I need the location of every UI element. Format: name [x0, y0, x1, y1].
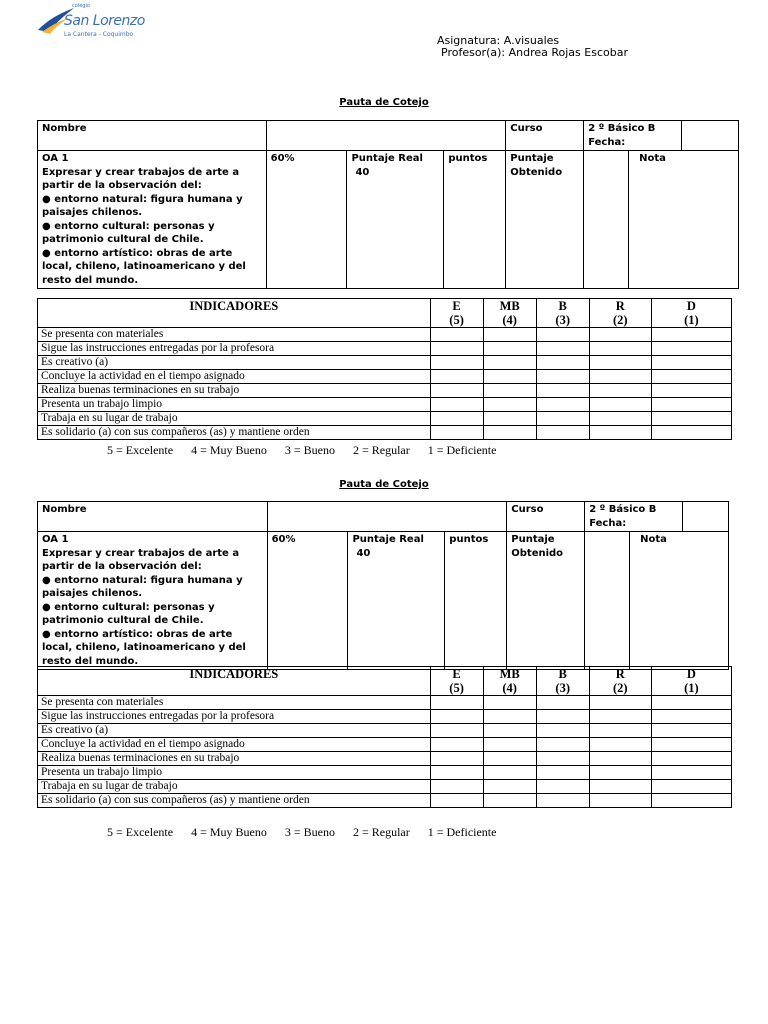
obtained-score-label: Puntaje Obtenido — [506, 151, 584, 289]
table-row: Es solidario (a) con sus compañeros (as) y mantiene orden — [38, 426, 732, 440]
indicators-table — [37, 666, 732, 808]
indicators-header: INDICADORES — [38, 299, 431, 328]
rubric-title: Pauta de Cotejo — [339, 479, 429, 490]
col-mb: MB (4) — [483, 299, 536, 328]
teacher-label: Profesor(a): Andrea Rojas Escobar — [441, 46, 628, 59]
percent-cell: 60% — [266, 151, 347, 289]
logo-subtitle: La Cantera - Coquimbo — [64, 31, 134, 38]
logo-small-text: colegio — [72, 3, 90, 9]
table-row: Concluye la actividad en el tiempo asignado — [38, 738, 732, 752]
points-cell: puntos — [445, 532, 507, 670]
course-label: Curso — [506, 121, 584, 151]
table-row: Se presenta con materiales — [38, 328, 732, 342]
indicators-table — [37, 298, 732, 440]
col-b: B (3) — [536, 299, 589, 328]
obtained-score-field[interactable] — [584, 151, 629, 289]
table-row: Realiza buenas terminaciones en su trabajo — [38, 752, 732, 766]
grade-cell: Nota — [630, 532, 729, 670]
col-b: B (3) — [536, 667, 589, 696]
table-row: Trabaja en su lugar de trabajo — [38, 412, 732, 426]
table-row: Es creativo (a) — [38, 356, 732, 370]
grading-scale: 5 = Excelente 4 = Muy Bueno 3 = Bueno 2 = Regular 1 = Deficiente — [107, 825, 497, 839]
col-e: E (5) — [430, 667, 483, 696]
col-d: D (1) — [651, 667, 731, 696]
obtained-score-label: Puntaje Obtenido — [507, 532, 585, 670]
points-cell: puntos — [444, 151, 506, 289]
grade-cell: Nota — [629, 151, 739, 289]
school-logo — [36, 4, 146, 40]
objective-cell: OA 1 Expresar y crear trabajos de arte a partir de la observación del: ● entorno natural: figura humana y paisajes chilenos. ● entorno cultural: personas y patrimonio cultural de Chile. ● entorno artístico: obras de arte local, chileno, latinoamericano y del resto del mundo. — [38, 151, 267, 289]
table-row: Presenta un trabajo limpio — [38, 766, 732, 780]
table-row: Es creativo (a) — [38, 724, 732, 738]
name-label: Nombre — [38, 121, 267, 151]
info-table — [37, 120, 739, 289]
table-row: Concluye la actividad en el tiempo asignado — [38, 370, 732, 384]
indicators-header: INDICADORES — [38, 667, 431, 696]
col-e: E (5) — [430, 299, 483, 328]
table-row: Sigue las instrucciones entregadas por la profesora — [38, 710, 732, 724]
rubric-title: Pauta de Cotejo — [339, 97, 429, 108]
table-row: Presenta un trabajo limpio — [38, 398, 732, 412]
table-row: Realiza buenas terminaciones en su trabajo — [38, 384, 732, 398]
course-value: 2 º Básico B Fecha: — [585, 502, 683, 532]
col-d: D (1) — [651, 299, 731, 328]
table-row: Sigue las instrucciones entregadas por la profesora — [38, 342, 732, 356]
date-field[interactable] — [683, 502, 729, 532]
subject-label: Asignatura: A.visuales — [437, 34, 560, 47]
name-field[interactable] — [266, 121, 506, 151]
course-value: 2 º Básico B Fecha: — [584, 121, 682, 151]
real-score-cell: Puntaje Real 40 — [347, 151, 444, 289]
objective-cell: OA 1 Expresar y crear trabajos de arte a partir de la observación del: ● entorno natural: figura humana y paisajes chilenos. ● entorno cultural: personas y patrimonio cultural de Chile. ● entorno artístico: obras de arte local, chileno, latinoamericano y del resto del mundo. — [38, 532, 268, 670]
table-row: Trabaja en su lugar de trabajo — [38, 780, 732, 794]
name-label: Nombre — [38, 502, 268, 532]
course-label: Curso — [507, 502, 585, 532]
name-field[interactable] — [267, 502, 507, 532]
info-table — [37, 501, 729, 670]
percent-cell: 60% — [267, 532, 348, 670]
grading-scale: 5 = Excelente 4 = Muy Bueno 3 = Bueno 2 = Regular 1 = Deficiente — [107, 443, 497, 457]
col-mb: MB (4) — [483, 667, 536, 696]
col-r: R (2) — [589, 299, 651, 328]
real-score-cell: Puntaje Real 40 — [348, 532, 445, 670]
obtained-score-field[interactable] — [585, 532, 630, 670]
logo-name: San Lorenzo — [64, 13, 145, 29]
col-r: R (2) — [589, 667, 651, 696]
table-row: Se presenta con materiales — [38, 696, 732, 710]
date-field[interactable] — [682, 121, 739, 151]
table-row: Es solidario (a) con sus compañeros (as) y mantiene orden — [38, 794, 732, 808]
